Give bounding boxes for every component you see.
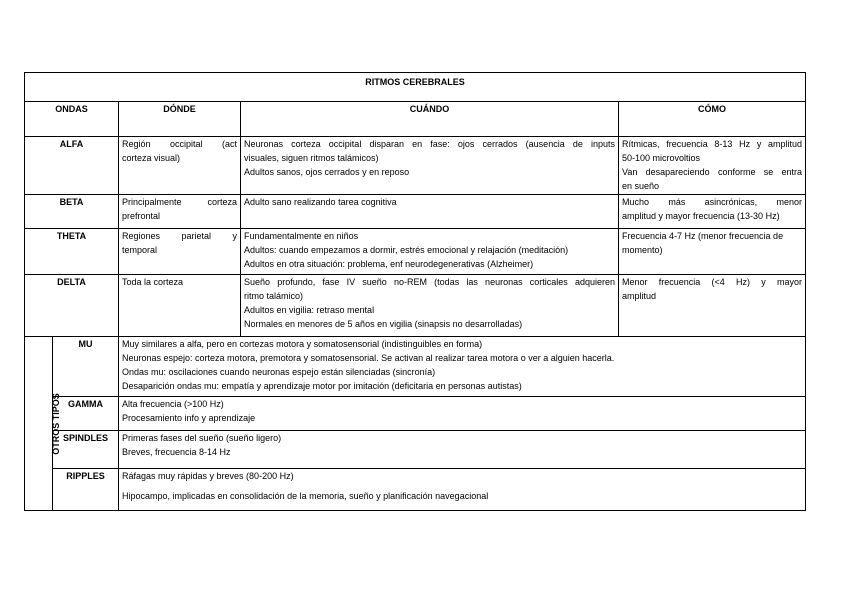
donde-cell bbox=[119, 137, 241, 195]
text-line: Van desapareciendo conforme se entra bbox=[622, 167, 803, 177]
text-line: Ondas mu: oscilaciones cuando neuronas espejo están silenciadas (sincronía) bbox=[122, 367, 436, 377]
text-line: corteza visual) bbox=[122, 153, 181, 163]
text-line: amplitud bbox=[622, 291, 657, 301]
header-cuando: CUÁNDO bbox=[241, 102, 619, 137]
text-line: Hipocampo, implicadas en consolidación de la memoria, sueño y planificación navegacional bbox=[122, 491, 489, 501]
wave-name: BETA bbox=[25, 195, 119, 229]
cuando-cell bbox=[241, 195, 619, 229]
text-line: Fundamentalmente en niños bbox=[244, 231, 359, 241]
text-line: Muy similares a alfa, pero en cortezas motora y somatosensorial (indistinguibles en forma) bbox=[122, 339, 483, 349]
wave-name: SPINDLES bbox=[53, 431, 119, 469]
description-cell bbox=[119, 337, 806, 397]
table-row bbox=[25, 337, 806, 397]
header-como: CÓMO bbox=[619, 102, 806, 137]
como-cell bbox=[619, 195, 806, 229]
table-row bbox=[25, 195, 806, 229]
cuando-cell bbox=[241, 229, 619, 275]
description-cell bbox=[119, 469, 806, 511]
text-line: Toda la corteza bbox=[122, 277, 184, 287]
text-line: Ráfagas muy rápidas y breves (80-200 Hz) bbox=[122, 471, 294, 481]
text-line: Región occipital (act bbox=[122, 139, 237, 149]
como-cell bbox=[619, 229, 806, 275]
text-line: Principalmente corteza bbox=[122, 197, 237, 207]
otros-tipos-label: OTROS TIPOS bbox=[50, 392, 61, 455]
text-line: Primeras fases del sueño (sueño ligero) bbox=[122, 433, 282, 443]
table-row bbox=[25, 137, 806, 195]
donde-cell bbox=[119, 275, 241, 337]
text-line: Neuronas espejo: corteza motora, premotora y somatosensorial. Se activan al realizar tarea motora o ver a alguien hacerla. bbox=[122, 353, 615, 363]
wave-name: DELTA bbox=[25, 275, 119, 337]
wave-name: GAMMA bbox=[53, 397, 119, 431]
table-row bbox=[25, 397, 806, 431]
wave-name: MU bbox=[53, 337, 119, 397]
como-cell bbox=[619, 137, 806, 195]
text-line: Adulto sano realizando tarea cognitiva bbox=[244, 197, 397, 207]
text-line: Desaparición ondas mu: empatía y aprendizaje motor por imitación (deficitaria en personas autistas) bbox=[122, 381, 522, 391]
table-row bbox=[25, 469, 806, 511]
text-line: 50-100 microvoltios bbox=[622, 153, 701, 163]
table-row bbox=[25, 229, 806, 275]
text-line: Breves, frecuencia 8-14 Hz bbox=[122, 447, 231, 457]
description-cell bbox=[119, 397, 806, 431]
text-line: Adultos en otra situación: problema, enf neurodegenerativas (Alzheimer) bbox=[244, 259, 534, 269]
header-donde: DÓNDE bbox=[119, 102, 241, 137]
table-row bbox=[25, 275, 806, 337]
header-row bbox=[25, 102, 806, 137]
wave-name: THETA bbox=[25, 229, 119, 275]
text-line: prefrontal bbox=[122, 211, 161, 221]
text-line: en sueño bbox=[622, 181, 660, 191]
description-cell bbox=[119, 431, 806, 469]
donde-cell bbox=[119, 229, 241, 275]
text-line: Rítmicas, frecuencia 8-13 Hz y amplitud bbox=[622, 139, 803, 149]
text-line: Neuronas corteza occipital disparan en fase: ojos cerrados (ausencia de inputs bbox=[244, 139, 615, 149]
text-line: amplitud y mayor frecuencia (13-30 Hz) bbox=[622, 211, 780, 221]
table-title: RITMOS CEREBRALES bbox=[25, 73, 806, 102]
table-row bbox=[25, 431, 806, 469]
text-line: Menor frecuencia (<4 Hz) y mayor bbox=[622, 277, 803, 287]
cuando-cell bbox=[241, 275, 619, 337]
otros-tipos-cell bbox=[25, 337, 61, 511]
text-line: temporal bbox=[122, 245, 158, 255]
text-line: Adultos: cuando empezamos a dormir, estrés emocional y relajación (meditación) bbox=[244, 245, 569, 255]
wave-name: RIPPLES bbox=[53, 469, 119, 511]
text-line: ritmo talámico) bbox=[244, 291, 304, 301]
header-ondas: ONDAS bbox=[25, 102, 119, 137]
text-line: Frecuencia 4-7 Hz (menor frecuencia de bbox=[622, 231, 784, 241]
text-line: Alta frecuencia (>100 Hz) bbox=[122, 399, 224, 409]
text-line: Procesamiento info y aprendizaje bbox=[122, 413, 256, 423]
text-line: Sueño profundo, fase IV sueño no-REM (todas las neuronas corticales adquieren bbox=[244, 277, 615, 287]
title-row bbox=[25, 73, 806, 102]
como-cell bbox=[619, 275, 806, 337]
text-line: Adultos en vigilia: retraso mental bbox=[244, 305, 375, 315]
text-line: Mucho más asincrónicas, menor bbox=[622, 197, 803, 207]
text-line: Regiones parietal y bbox=[122, 231, 237, 241]
donde-cell bbox=[119, 195, 241, 229]
text-line: Adultos sanos, ojos cerrados y en reposo bbox=[244, 167, 410, 177]
text-line: visuales, siguen ritmos talámicos) bbox=[244, 153, 379, 163]
brain-rhythms-table bbox=[24, 72, 806, 511]
wave-name: ALFA bbox=[25, 137, 119, 195]
cuando-cell bbox=[241, 137, 619, 195]
text-line: Normales en menores de 5 años en vigilia (sinapsis no desarrolladas) bbox=[244, 319, 523, 329]
text-line: momento) bbox=[622, 245, 663, 255]
